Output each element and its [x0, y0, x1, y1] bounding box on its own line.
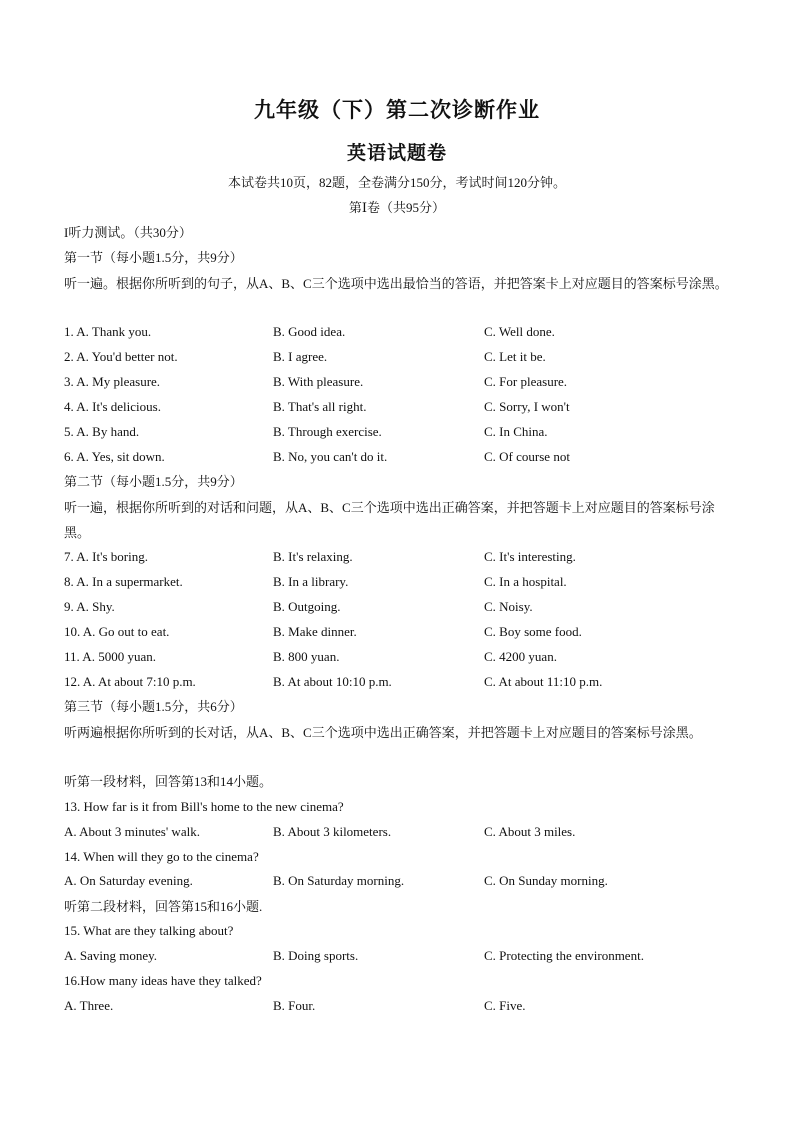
option-c: C. It's interesting. — [484, 549, 576, 564]
option-c: C. For pleasure. — [484, 374, 568, 389]
option-a: A. Three. — [64, 998, 114, 1013]
option-a: 3. A. My pleasure. — [64, 374, 161, 389]
option-b: B. With pleasure. — [273, 374, 364, 389]
question-8 — [0, 571, 794, 593]
part1-heading: I听力测试。（共30分） — [64, 225, 192, 240]
option-b: B. No, you can't do it. — [273, 449, 388, 464]
option-b: B. On Saturday morning. — [273, 873, 405, 888]
section1-heading: 第一节（每小题1.5分，共9分） — [64, 250, 243, 265]
question-3 — [0, 371, 794, 393]
option-c: C. About 3 miles. — [484, 824, 576, 839]
option-b: B. It's relaxing. — [273, 549, 353, 564]
question-16-stem: 16.How many ideas have they talked? — [64, 973, 262, 988]
option-b: B. I agree. — [273, 349, 328, 364]
question-7 — [0, 546, 794, 568]
option-c: C. At about 11:10 p.m. — [484, 674, 603, 689]
passage1-intro: 听第一段材料，回答第13和14小题。 — [64, 774, 273, 789]
question-2 — [0, 346, 794, 368]
option-c: C. Boy some food. — [484, 624, 582, 639]
question-15-stem: 15. What are they talking about? — [64, 923, 234, 938]
exam-info: 本试卷共10页，82题，全卷满分150分，考试时间120分钟。 — [227, 175, 566, 190]
option-a: 4. A. It's delicious. — [64, 399, 161, 414]
option-c: C. In a hospital. — [484, 574, 567, 589]
option-a: 12. A. At about 7:10 p.m. — [64, 674, 196, 689]
question-10 — [0, 621, 794, 643]
question-13-stem: 13. How far is it from Bill's home to the new cinema? — [64, 799, 344, 814]
section1-instruction: 听一遍。根据你所听到的句子，从A、B、C三个选项中选出最恰当的答语，并把答案卡上对应题目的答案标号涂黑。 — [64, 276, 728, 291]
question-14-options — [0, 870, 794, 892]
volume-heading: 第Ⅰ卷（共95分） — [348, 200, 446, 215]
option-c: C. On Sunday morning. — [484, 873, 608, 888]
question-14-stem: 14. When will they go to the cinema? — [64, 849, 259, 864]
question-15-options — [0, 945, 794, 967]
exam-subtitle: 英语试题卷 — [346, 143, 447, 164]
option-b: B. Through exercise. — [273, 424, 382, 439]
section2-heading: 第二节（每小题1.5分，共9分） — [64, 474, 243, 489]
question-13-options — [0, 821, 794, 843]
option-a: 11. A. 5000 yuan. — [64, 649, 156, 664]
option-a: 7. A. It's boring. — [64, 549, 148, 564]
option-c: C. In China. — [484, 424, 548, 439]
option-a: 2. A. You'd better not. — [64, 349, 178, 364]
section3-instruction: 听两遍根据你所听到的长对话，从A、B、C三个选项中选出正确答案，并把答题卡上对应题目的答案标号涂黑。 — [64, 725, 702, 740]
option-b: B. Make dinner. — [273, 624, 357, 639]
option-c: C. Of course not — [484, 449, 570, 464]
question-11 — [0, 646, 794, 668]
option-a: A. On Saturday evening. — [64, 873, 193, 888]
option-c: C. Well done. — [484, 324, 555, 339]
question-12 — [0, 671, 794, 693]
option-c: C. Five. — [484, 998, 526, 1013]
option-c: C. Sorry, I won't — [484, 399, 570, 414]
option-c: C. 4200 yuan. — [484, 649, 557, 664]
option-b: B. About 3 kilometers. — [273, 824, 392, 839]
section3-heading: 第三节（每小题1.5分，共6分） — [64, 699, 243, 714]
option-c: C. Protecting the environment. — [484, 948, 644, 963]
option-a: A. Saving money. — [64, 948, 158, 963]
option-a: 8. A. In a supermarket. — [64, 574, 183, 589]
question-6 — [0, 446, 794, 468]
question-16-options — [0, 995, 794, 1017]
question-5 — [0, 421, 794, 443]
question-4 — [0, 396, 794, 418]
option-b: B. Four. — [273, 998, 316, 1013]
option-b: B. In a library. — [273, 574, 349, 589]
option-c: C. Noisy. — [484, 599, 533, 614]
option-b: B. Good idea. — [273, 324, 346, 339]
option-a: 1. A. Thank you. — [64, 324, 152, 339]
option-b: B. 800 yuan. — [273, 649, 340, 664]
option-a: 6. A. Yes, sit down. — [64, 449, 165, 464]
option-b: B. Doing sports. — [273, 948, 359, 963]
question-1 — [0, 321, 794, 343]
passage2-intro: 听第二段材料，回答第15和16小题. — [64, 899, 263, 914]
option-a: 5. A. By hand. — [64, 424, 140, 439]
question-9 — [0, 596, 794, 618]
option-a: 10. A. Go out to eat. — [64, 624, 170, 639]
option-a: 9. A. Shy. — [64, 599, 115, 614]
section2-instruction: 听一遍，根据你所听到的对话和问题，从A、B、C三个选项中选出正确答案，并把答题卡上对应题目的答案标号涂黑。 — [64, 500, 715, 540]
option-b: B. At about 10:10 p.m. — [273, 674, 392, 689]
option-a: A. About 3 minutes' walk. — [64, 824, 200, 839]
exam-title: 九年级（下）第二次诊断作业 — [254, 98, 540, 122]
option-b: B. That's all right. — [273, 399, 367, 414]
option-b: B. Outgoing. — [273, 599, 341, 614]
option-c: C. Let it be. — [484, 349, 546, 364]
